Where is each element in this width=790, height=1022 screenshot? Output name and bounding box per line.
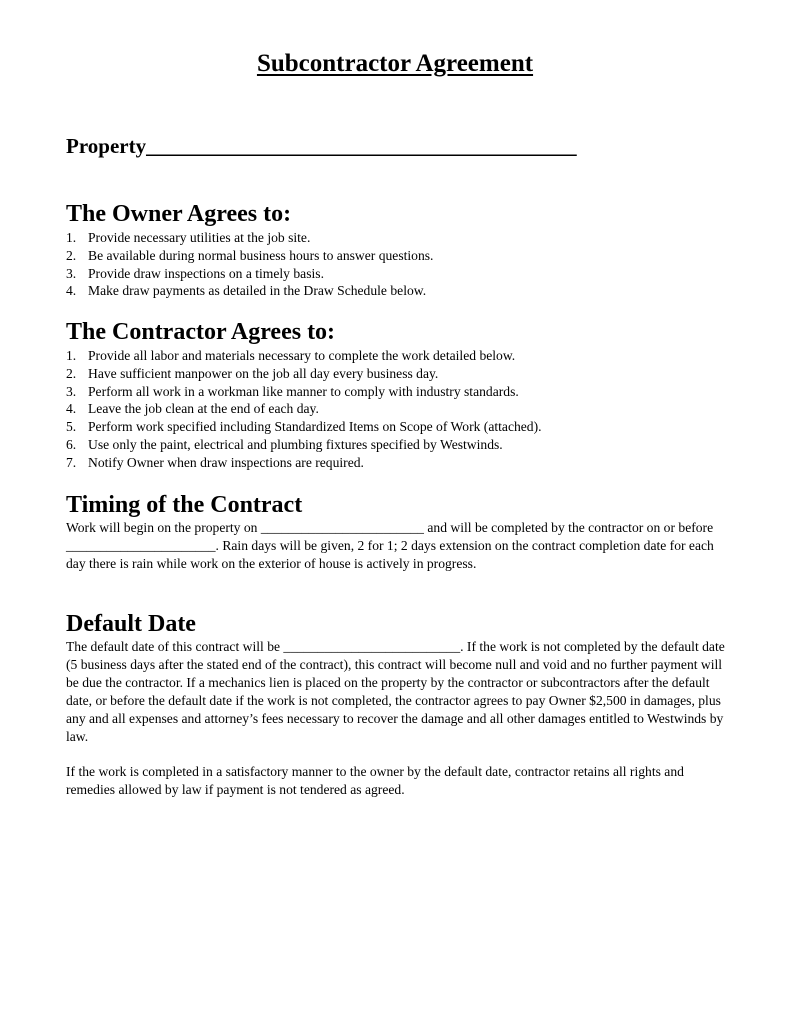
timing-paragraph: Work will begin on the property on ________________________ and will be completed by the contractor on or before ______________________. Rain days will be given, 2 for 1; 2 days extension on the contract completion date for each day there is rain while work on the exterior of house is actively in progress. bbox=[66, 520, 714, 571]
list-item-number: 2. bbox=[66, 365, 77, 381]
list-item-text: Perform work specified including Standardized Items on Scope of Work (attached). bbox=[88, 419, 542, 435]
list-item-text: Provide draw inspections on a timely basis. bbox=[88, 265, 324, 281]
default-date-section-heading: Default Date bbox=[66, 611, 196, 637]
owner-section-heading: The Owner Agrees to: bbox=[66, 201, 292, 227]
list-item bbox=[66, 436, 542, 454]
list-item bbox=[66, 247, 433, 265]
list-item-number: 7. bbox=[66, 454, 77, 470]
document-title: Subcontractor Agreement bbox=[256, 50, 534, 77]
list-item-number: 1. bbox=[66, 348, 77, 363]
list-item-text: Have sufficient manpower on the job all day every business day. bbox=[88, 365, 439, 381]
list-item-number: 4. bbox=[66, 401, 77, 417]
list-item-number: 5. bbox=[66, 419, 77, 435]
list-item bbox=[66, 400, 542, 418]
list-item bbox=[66, 454, 542, 472]
list-item-text: Provide necessary utilities at the job site. bbox=[88, 230, 311, 245]
list-item bbox=[66, 265, 433, 283]
list-item-number: 4. bbox=[66, 283, 77, 299]
list-item bbox=[66, 347, 542, 365]
list-item-text: Perform all work in a workman like manner to comply with industry standards. bbox=[88, 383, 519, 399]
owner-obligations-list bbox=[66, 229, 433, 300]
list-item bbox=[66, 282, 433, 300]
list-item-number: 3. bbox=[66, 383, 77, 399]
list-item bbox=[66, 418, 542, 436]
list-item-text: Use only the paint, electrical and plumbing fixtures specified by Westwinds. bbox=[88, 436, 503, 452]
contractor-section-heading: The Contractor Agrees to: bbox=[66, 319, 336, 345]
list-item bbox=[66, 365, 542, 383]
contractor-obligations-list bbox=[66, 347, 542, 472]
list-item-text: Be available during normal business hours to answer questions. bbox=[88, 247, 434, 263]
default-date-paragraph: The default date of this contract will be __________________________. If the work is not completed by the default date (5 business days after the stated end of the contract), this contract will become null and void and no further payment will be due the contractor. If a mechanics lien is placed on the property by the contractor or subcontractors after the default date, or before the default date if the work is not completed, the contractor agrees to pay Owner $2,500 in damages, plus any and all expenses and attorney’s fees necessary to recover the damage and all other damages entitled to Westwinds by law. bbox=[66, 639, 725, 744]
list-item-number: 3. bbox=[66, 265, 77, 281]
remedies-paragraph: If the work is completed in a satisfactory manner to the owner by the default date, contractor retains all rights and remedies allowed by law if payment is not tendered as agreed. bbox=[66, 764, 684, 797]
list-item bbox=[66, 229, 433, 247]
list-item-number: 1. bbox=[66, 230, 77, 245]
list-item-text: Provide all labor and materials necessary to complete the work detailed below. bbox=[88, 348, 516, 363]
list-item-number: 6. bbox=[66, 436, 77, 452]
list-item-text: Leave the job clean at the end of each day. bbox=[88, 401, 319, 417]
property-field-label: Property_________________________________________ bbox=[66, 134, 577, 158]
list-item bbox=[66, 383, 542, 401]
list-item-text: Notify Owner when draw inspections are required. bbox=[88, 454, 364, 470]
list-item-number: 2. bbox=[66, 247, 77, 263]
timing-section-heading: Timing of the Contract bbox=[66, 492, 303, 518]
list-item-text: Make draw payments as detailed in the Draw Schedule below. bbox=[88, 283, 427, 299]
